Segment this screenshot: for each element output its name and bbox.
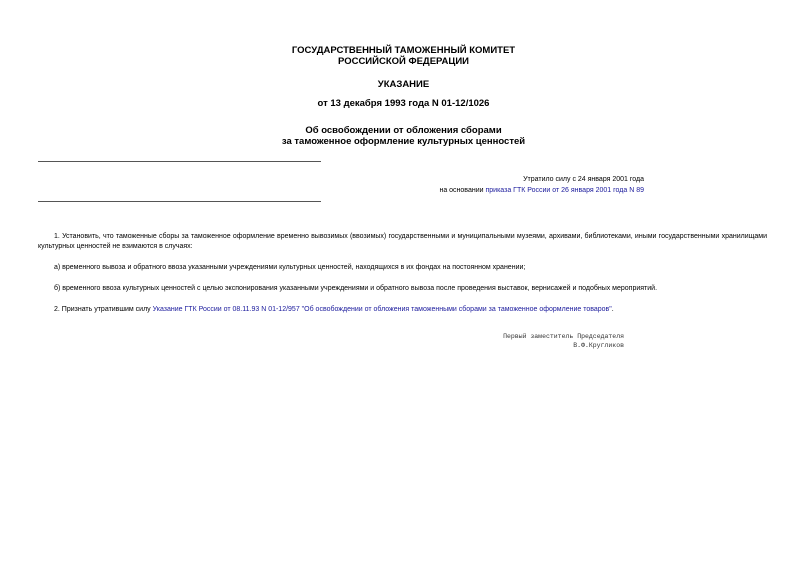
authority-line-1: ГОСУДАРСТВЕННЫЙ ТАМОЖЕННЫЙ КОМИТЕТ [291,45,516,56]
paragraph-2-prefix: 2. Признать утратившим силу [54,306,153,313]
paragraph-2-suffix: . [611,306,614,313]
issuing-authority [0,45,807,67]
status-basis-prefix: на основании [439,187,486,194]
status-expired: Утратило силу с 24 января 2001 года [523,176,644,183]
subject-line-1: Об освобождении от обложения сборами [305,125,502,136]
divider-top [38,161,321,162]
paragraph-2 [38,305,767,315]
document-date-number: от 13 декабря 1993 года N 01-12/1026 [317,98,490,109]
signatory-position: Первый заместитель Председателя [503,333,624,340]
paragraph-1: 1. Установить, что таможенные сборы за таможенное оформление временно вывозимых (ввозимых) государственными и муниципальными музеями, архивами, библиотеками, иными государственными хранилищами культурных ценностей не взимаются в случаях: [38,233,767,250]
document-subject [0,125,807,147]
paragraph-1b: б) временного ввоза культурных ценностей с целью экспонирования указанными учреждениями и обратного вывоза после проведения выставок, вернисажей и подобных мероприятий. [54,285,658,292]
authority-line-2: РОССИЙСКОЙ ФЕДЕРАЦИИ [337,56,469,67]
paragraph-1a: а) временного вывоза и обратного ввоза указанными учреждениями культурных ценностей, находящихся в их фондах на постоянном хранении; [54,264,526,271]
document-type: УКАЗАНИЕ [377,79,430,90]
divider-bottom [38,201,321,202]
status-basis [0,185,644,197]
subject-line-2: за таможенное оформление культурных ценностей [281,136,526,147]
status-basis-link[interactable]: приказа ГТК России от 26 января 2001 года N 89 [485,187,644,194]
repealed-instruction-link[interactable]: Указание ГТК России от 08.11.93 N 01-12/957 "Об освобождении от обложения таможенными сборами за таможенное оформление товаров" [152,306,612,313]
signatory-name: В.Ф.Кругликов [573,342,624,349]
